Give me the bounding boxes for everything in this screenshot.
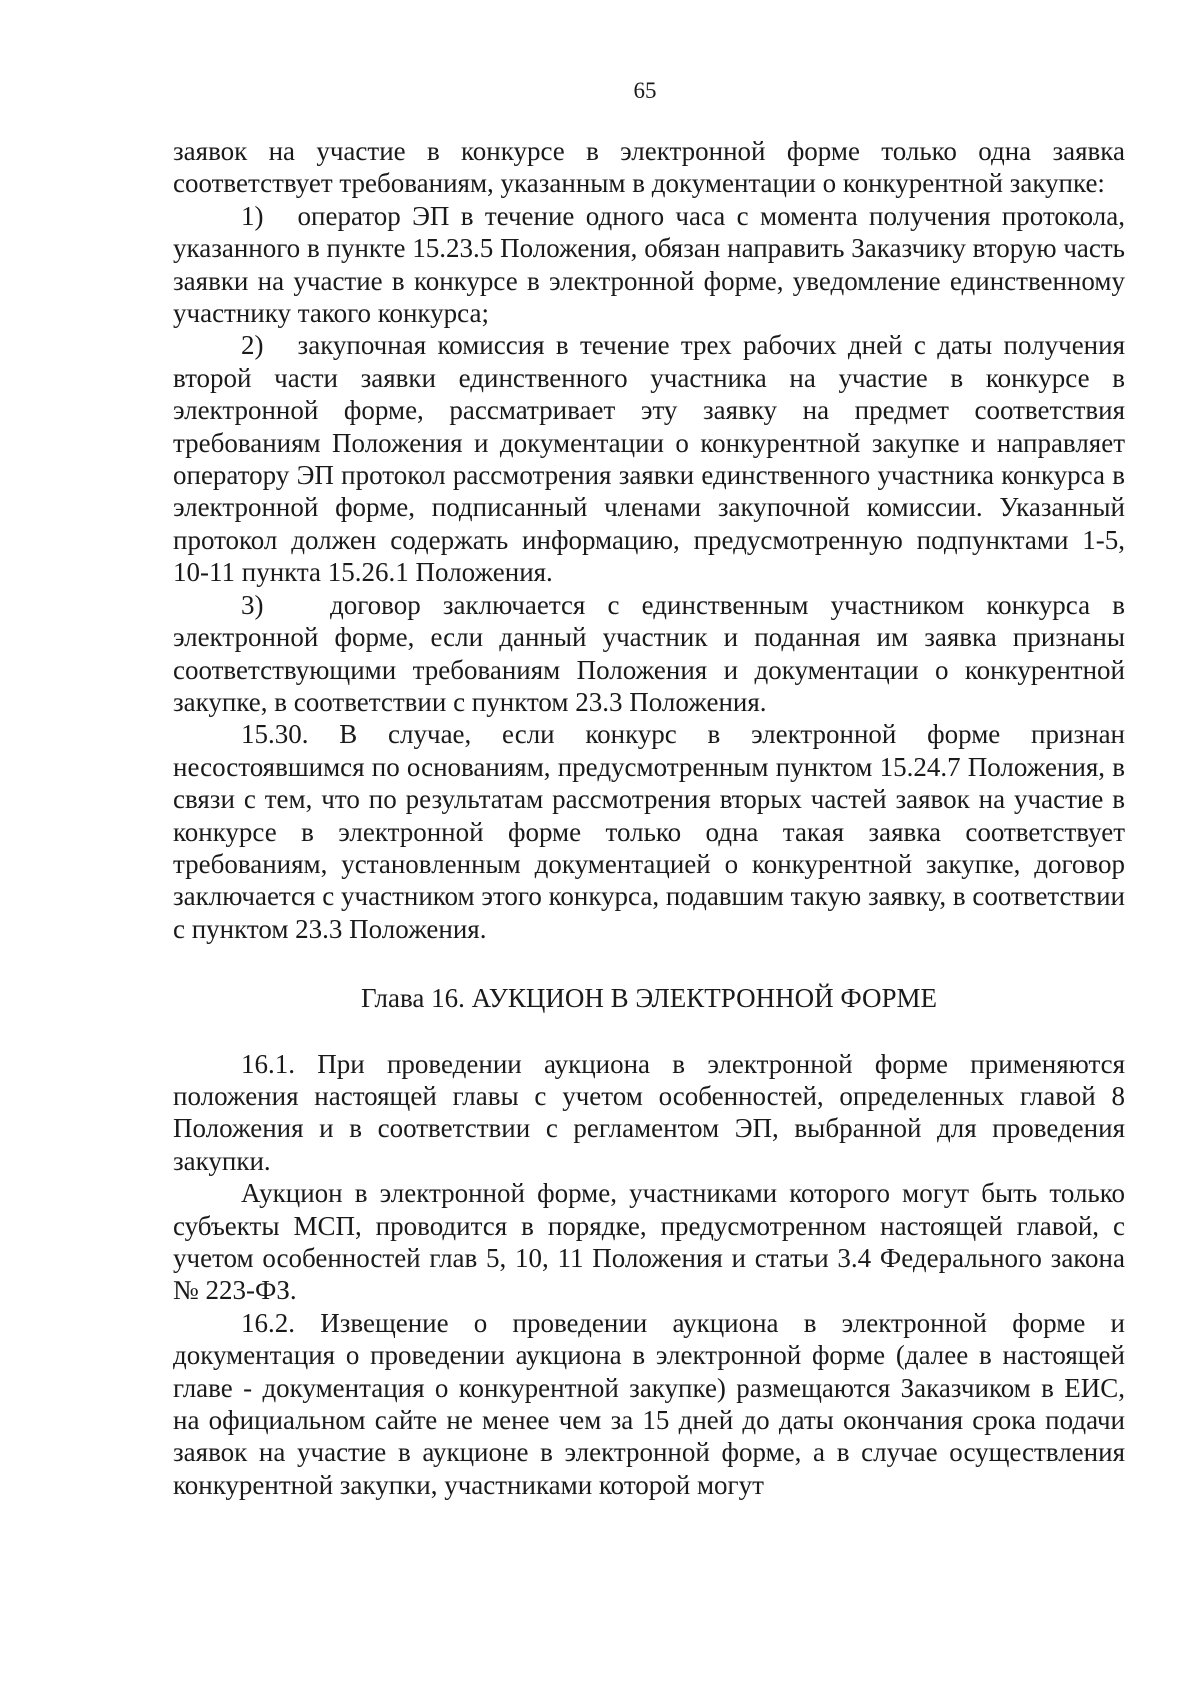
list-item-2: 2) закупочная комиссия в течение трех рабочих дней с даты получения второй части заявки единственного участника на участие в конкурсе в электронной форме, рассматривает эту заявку на предмет соответствия требованиям Положения и документации о конкурентной закупке и направляет оператору ЭП протокол рассмотрения заявки единственного участника конкурса в электронной форме, подписанный членами закупочной комиссии. Указанный протокол должен содержать информацию, предусмотренную подпунктами 1-5, 10-11 пункта 15.26.1 Положения. (173, 330, 1125, 588)
list-item-3: 3) договор заключается с единственным участником конкурса в электронной форме, если данный участник и поданная им заявка признаны соответствующими требованиям Положения и документации о конкурентной закупке, в соответствии с пунктом 23.3 Положения. (173, 589, 1125, 717)
paragraph-continuation: заявок на участие в конкурсе в электронной форме только одна заявка соответствует требованиям, указанным в документации о конкурентной закупке: (173, 136, 1125, 199)
clause-16-2: 16.2. Извещение о проведении аукциона в электронной форме и документация о проведении аукциона в электронной форме (далее в настоящей главе - документация о конкурентной закупке) размещаются Заказчиком в ЕИС, на официальном сайте не менее чем за 15 дней до даты окончания срока подачи заявок на участие в аукционе в электронной форме, а в случае осуществления конкурентной закупки, участниками которой могут (173, 1307, 1125, 1500)
page-number: 65 (633, 78, 657, 103)
document-body (173, 135, 1125, 1501)
clause-15-30: 15.30. В случае, если конкурс в электронной форме признан несостоявшимся по основаниям, предусмотренным пунктом 15.24.7 Положения, в связи с тем, что по результатам рассмотрения вторых частей заявок на участие в конкурсе в электронной форме только одна такая заявка соответствует требованиям, установленным документацией о конкурентной закупке, договор заключается с участником этого конкурса, подавшим такую заявку, в соответствии с пунктом 23.3 Положения. (173, 719, 1125, 944)
chapter-heading: Глава 16. АУКЦИОН В ЭЛЕКТРОННОЙ ФОРМЕ (360, 983, 938, 1014)
list-item-1: 1) оператор ЭП в течение одного часа с момента получения протокола, указанного в пункте 15.23.5 Положения, обязан направить Заказчику вторую часть заявки на участие в конкурсе в электронной форме, уведомление единственному участнику такого конкурса; (173, 200, 1125, 329)
clause-16-1: 16.1. При проведении аукциона в электронной форме применяются положения настоящей главы с учетом особенностей, определенных главой 8 Положения и в соответствии с регламентом ЭП, выбранной для проведения закупки. (173, 1048, 1125, 1176)
clause-16-1-msp: Аукцион в электронной форме, участниками которого могут быть только субъекты МСП, проводится в порядке, предусмотренном настоящей главой, с учетом особенностей глав 5, 10, 11 Положения и статьи 3.4 Федерального закона № 223-ФЗ. (173, 1178, 1125, 1306)
